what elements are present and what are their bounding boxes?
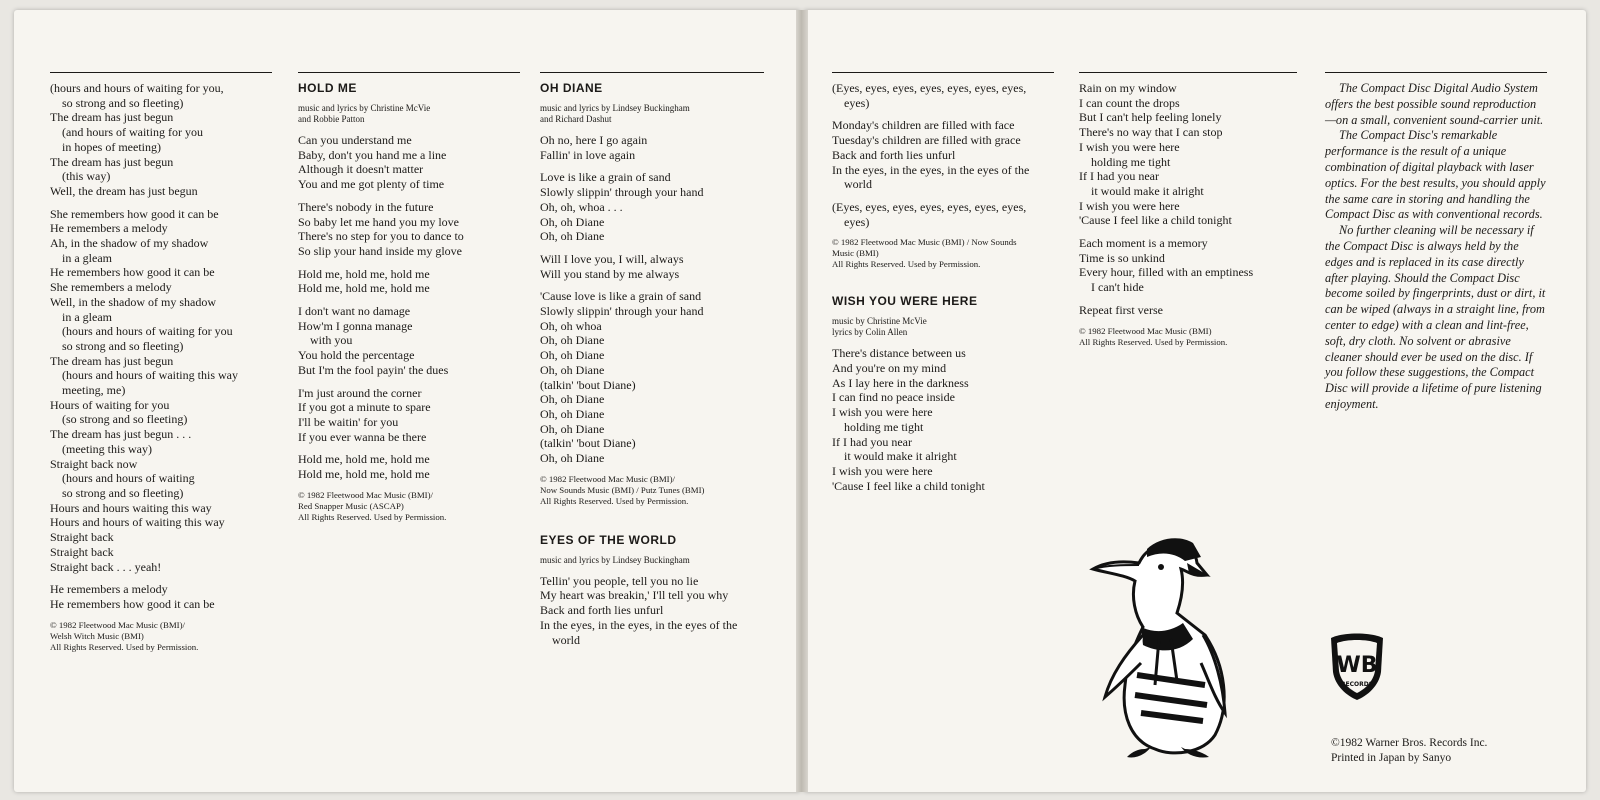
lyric-line: world — [552, 632, 580, 647]
text-line: All Rights Reserved. Used by Permission. — [1079, 336, 1228, 347]
lyric-line: Hold me, hold me, hold me — [298, 452, 430, 467]
stanza — [50, 582, 272, 611]
song-title: HOLD ME — [298, 81, 357, 95]
stanza — [832, 346, 1054, 493]
lyric-line: I can find no peace inside — [832, 390, 955, 405]
left-col-3 — [540, 72, 764, 673]
wb-logo-letters: WB — [1336, 653, 1378, 678]
column-rule — [540, 72, 764, 73]
care-paragraph: The Compact Disc's remarkable performance is the result of a unique combination of digital playback with laser optics. For the best results, you should apply the same care in storing and handling the Compact Disc as with conventional records. — [1325, 128, 1546, 222]
lyric-line: Hours and hours waiting this way — [50, 500, 212, 515]
lyric-line: Fallin' in love again — [540, 147, 636, 162]
text-line: Welsh Witch Music (BMI) — [50, 630, 144, 641]
song-section — [540, 81, 764, 507]
lyric-line: I wish you were here — [832, 463, 933, 478]
credit-line: music and lyrics by Lindsey Buckingham — [540, 103, 690, 113]
copyright-line: All Rights Reserved. Used by Permission. — [298, 511, 447, 522]
text-line: © 1982 Fleetwood Mac Music (BMI) — [1079, 325, 1212, 336]
stanza — [50, 207, 272, 575]
lyric-line: There's no way that I can stop — [1079, 125, 1223, 140]
lyrics-block — [540, 574, 764, 648]
lyric-line: Oh, oh, whoa . . . — [540, 199, 623, 214]
text-line: Music (BMI) — [832, 248, 879, 259]
lyric-line: (hours and hours of waiting for you — [62, 324, 233, 339]
lyric-line: You and me got plenty of time — [298, 177, 445, 192]
lyric-line: Hours and hours of waiting this way — [50, 515, 225, 530]
lyric-line: Oh, oh Diane — [540, 421, 605, 436]
lyric-line: Straight back . . . yeah! — [50, 559, 162, 574]
lyric-line: You hold the percentage — [298, 348, 415, 363]
lyric-line: My heart was breakin,' I'll tell you why — [540, 588, 729, 603]
lyric-line: Oh, oh Diane — [540, 333, 605, 348]
lyric-line: I can't hide — [1091, 280, 1144, 295]
text-line: © 1982 Fleetwood Mac Music (BMI) / Now Sounds — [832, 237, 1017, 248]
lyric-line: Hold me, hold me, hold me — [298, 266, 430, 281]
stanza — [298, 267, 520, 296]
stanza — [540, 133, 764, 162]
lyric-line: Every hour, filled with an emptiness — [1079, 265, 1254, 280]
credit-line: music and lyrics by Lindsey Buckingham — [540, 554, 690, 565]
lyric-line: Rain on my window — [1079, 81, 1177, 95]
lyric-line: (talkin' 'bout Diane) — [540, 377, 636, 392]
left-col-2 — [298, 72, 520, 549]
lyric-line: (hours and hours of waiting for you, — [50, 81, 224, 95]
lyric-line: (meeting this way) — [62, 441, 152, 456]
lyric-line: In the eyes, in the eyes, in the eyes of the — [540, 617, 738, 632]
lyric-line: If I had you near — [832, 434, 912, 449]
stanza — [540, 289, 764, 465]
lyric-line: Tuesday's children are filled with grace — [832, 133, 1021, 148]
right-col-2 — [1079, 72, 1297, 358]
credit-line: and Robbie Patton — [298, 114, 365, 124]
stanza — [832, 118, 1054, 192]
lyric-line: She remembers a melody — [50, 280, 172, 295]
lyric-line: Hold me, hold me, hold me — [298, 281, 430, 296]
lyric-line: Oh, oh Diane — [540, 392, 605, 407]
lyric-line: meeting, me) — [62, 383, 126, 398]
text-line: ©1982 Warner Bros. Records Inc. — [1331, 737, 1488, 749]
lyric-line: in a gleam — [62, 309, 112, 324]
song-section — [298, 81, 520, 523]
lyric-line: I wish you were here — [1079, 139, 1180, 154]
lyric-line: Will you stand by me always — [540, 266, 680, 281]
lyric-line: The dream has just begun — [50, 154, 174, 169]
lyric-line: Slowly slippin' through your hand — [540, 185, 704, 200]
lyric-line: I'll be waitin' for you — [298, 414, 399, 429]
warner-bros-records-logo — [1325, 630, 1389, 702]
lyric-line: 'Cause love is like a grain of sand — [540, 289, 702, 304]
lyrics-block — [50, 81, 272, 612]
stanza — [298, 304, 520, 378]
song-section — [540, 533, 764, 648]
lyric-line: Slowly slippin' through your hand — [540, 304, 704, 319]
lyric-line: it would make it alright — [1091, 183, 1204, 198]
stanza — [50, 81, 272, 199]
copyright-line: © 1982 Fleetwood Mac Music (BMI)/ — [298, 489, 433, 500]
songwriter-credit — [298, 103, 520, 125]
lyric-line: Back and forth lies unfurl — [540, 603, 664, 618]
stanza — [832, 200, 1054, 229]
credit-line: and Richard Dashut — [540, 114, 612, 124]
lyric-line: (talkin' 'bout Diane) — [540, 436, 636, 451]
lyric-line: If you ever wanna be there — [298, 429, 427, 444]
songs-block — [298, 81, 520, 523]
lyric-line: I'm just around the corner — [298, 385, 422, 400]
lyric-line: Oh, oh Diane — [540, 229, 605, 244]
lyric-line: Will I love you, I will, always — [540, 251, 684, 266]
text-line: Printed in Japan by Sanyo — [1331, 752, 1452, 764]
wb-logo-ring-text: RECORDS — [1340, 681, 1374, 688]
copyright-line: © 1982 Fleetwood Mac Music (BMI)/ — [540, 473, 675, 484]
lyric-line: There's distance between us — [832, 346, 966, 361]
stanza — [540, 170, 764, 244]
stanza — [298, 452, 520, 481]
lyric-line: 'Cause I feel like a child tonight — [1079, 213, 1232, 228]
lyric-line: Hold me, hold me, hold me — [298, 467, 430, 482]
lyric-line: so strong and so fleeting) — [62, 338, 184, 353]
lyric-line: Tellin' you people, tell you no lie — [540, 573, 699, 588]
lyric-line: (hours and hours of waiting — [62, 471, 195, 486]
lyric-line: Oh, oh Diane — [540, 406, 605, 421]
stanza — [1079, 303, 1297, 318]
stanza — [540, 252, 764, 281]
copyright-note — [832, 237, 1054, 270]
song-title: WISH YOU WERE HERE — [832, 294, 978, 309]
lyric-line: He remembers a melody — [50, 582, 168, 597]
lyric-line: I can count the drops — [1079, 95, 1180, 110]
lyric-line: Can you understand me — [298, 133, 412, 147]
lyric-line: world — [844, 177, 872, 192]
lyric-line: So slip your hand inside my glove — [298, 243, 462, 258]
lyric-line: If you got a minute to spare — [298, 400, 431, 415]
right-col-3 — [1325, 72, 1547, 413]
copyright-note — [1079, 326, 1297, 348]
left-col-1 — [50, 72, 272, 663]
lyric-line: Straight back — [50, 544, 114, 559]
lyric-line: Each moment is a memory — [1079, 236, 1208, 251]
lyric-line: eyes) — [844, 214, 870, 229]
lyric-line: Oh no, here I go again — [540, 133, 648, 147]
lyrics-block — [832, 346, 1054, 493]
lyric-line: The dream has just begun — [50, 110, 174, 125]
lyric-line: Love is like a grain of sand — [540, 170, 671, 185]
text-line: All Rights Reserved. Used by Permission. — [832, 259, 981, 270]
lyric-line: holding me tight — [844, 419, 924, 434]
songwriter-credit — [540, 555, 764, 566]
care-paragraph: The Compact Disc Digital Audio System offers the best possible sound reproduction—on a small, convenient sound-carrier unit. — [1325, 81, 1544, 127]
song-title: EYES OF THE WORLD — [540, 532, 677, 547]
lyric-line: Oh, oh Diane — [540, 451, 605, 466]
stanza — [298, 200, 520, 259]
text-line: All Rights Reserved. Used by Permission. — [50, 641, 199, 652]
lyric-line: (Eyes, eyes, eyes, eyes, eyes, eyes, eyes, — [832, 199, 1027, 214]
lyrics-block — [540, 133, 764, 466]
lyric-line: (Eyes, eyes, eyes, eyes, eyes, eyes, eyes, — [832, 81, 1027, 95]
lyric-line: Oh, oh whoa — [540, 318, 602, 333]
stanza — [1079, 236, 1297, 295]
song-title: OH DIANE — [540, 81, 603, 95]
booklet-spine — [796, 10, 808, 792]
lyric-line: (hours and hours of waiting this way — [62, 368, 238, 383]
stanza — [832, 81, 1054, 110]
compact-disc-care-text — [1325, 81, 1547, 413]
column-rule — [298, 72, 520, 73]
copyright-note — [298, 490, 520, 523]
lyric-line: The dream has just begun . . . — [50, 427, 192, 442]
lyric-line: (so strong and so fleeting) — [62, 412, 188, 427]
publisher-footer — [1331, 736, 1487, 766]
stanza — [540, 574, 764, 648]
lyric-line: Although it doesn't matter — [298, 162, 424, 177]
lyric-line: Oh, oh Diane — [540, 214, 605, 229]
column-rule — [1325, 72, 1547, 73]
lyric-line: He remembers how good it can be — [50, 265, 215, 280]
copyright-note — [50, 620, 272, 653]
songwriter-credit — [832, 316, 1054, 338]
lyric-line: with you — [310, 333, 353, 348]
copyright-line: All Rights Reserved. Used by Permission. — [540, 495, 689, 506]
lyric-line: Well, in the shadow of my shadow — [50, 294, 217, 309]
lyric-line: Straight back — [50, 530, 114, 545]
copyright-note — [540, 474, 764, 507]
lyric-line: it would make it alright — [844, 449, 957, 464]
care-paragraph: No further cleaning will be necessary if the Compact Disc is always held by the edges and is replaced in its case directly after playing. Should the Compact Disc become soiled by fingerprints, dust or dirt, it can be wiped (always in a straight line, from center to edge) with a clean and lint-free, soft, dry cloth. No solvent or abrasive cleaner should ever be used on the disc. If you follow these suggestions, the Compact Disc will provide a lifetime of pure listening enjoyment. — [1325, 223, 1546, 411]
lyric-line: How'm I gonna manage — [298, 318, 413, 333]
lyric-line: Baby, don't you hand me a line — [298, 147, 447, 162]
lyric-line: Monday's children are filled with face — [832, 118, 1015, 133]
lyric-line: The dream has just begun — [50, 353, 174, 368]
lyric-line: But I'm the fool payin' the dues — [298, 362, 449, 377]
lyric-line: so strong and so fleeting) — [62, 485, 184, 500]
right-col-1 — [832, 72, 1054, 519]
songwriter-credit — [540, 103, 764, 125]
lyric-line: I wish you were here — [832, 405, 933, 420]
penguin-illustration — [1085, 535, 1245, 765]
lyric-line: holding me tight — [1091, 154, 1171, 169]
lyric-line: Time is so unkind — [1079, 250, 1165, 265]
text-line: © 1982 Fleetwood Mac Music (BMI)/ — [50, 619, 185, 630]
lyric-line: Well, the dream has just begun — [50, 183, 198, 198]
credit-line: music and lyrics by Christine McVie — [298, 103, 431, 113]
lyric-line: She remembers how good it can be — [50, 206, 219, 221]
copyright-line: Red Snapper Music (ASCAP) — [298, 500, 404, 511]
lyric-line: I wish you were here — [1079, 198, 1180, 213]
lyric-line: eyes) — [844, 95, 870, 110]
lyric-line: So baby let me hand you my love — [298, 214, 459, 229]
lyric-line: (this way) — [62, 169, 111, 184]
songs-block — [540, 81, 764, 647]
lyric-line: Repeat first verse — [1079, 302, 1163, 317]
lyric-line: There's nobody in the future — [298, 199, 434, 214]
copyright-line: Now Sounds Music (BMI) / Putz Tunes (BMI) — [540, 484, 705, 495]
lyrics-block — [832, 81, 1054, 229]
column-rule — [50, 72, 272, 73]
lyric-line: And you're on my mind — [832, 361, 947, 376]
lyric-line: If I had you near — [1079, 169, 1159, 184]
lyric-line: I don't want no damage — [298, 304, 411, 319]
lyric-line: Ah, in the shadow of my shadow — [50, 236, 209, 251]
lyric-line: He remembers a melody — [50, 221, 168, 236]
lyric-line: 'Cause I feel like a child tonight — [832, 478, 985, 493]
lyric-line: Straight back now — [50, 456, 138, 471]
column-rule — [1079, 72, 1297, 73]
lyric-line: He remembers how good it can be — [50, 596, 215, 611]
lyric-line: (and hours of waiting for you — [62, 125, 203, 140]
lyric-line: in hopes of meeting) — [62, 139, 161, 154]
lyric-line: There's no step for you to dance to — [298, 229, 464, 244]
lyric-line: In the eyes, in the eyes, in the eyes of the — [832, 162, 1030, 177]
lyric-line: Hours of waiting for you — [50, 397, 170, 412]
credit-line: lyrics by Colin Allen — [832, 327, 908, 338]
lyric-line: Oh, oh Diane — [540, 362, 605, 377]
lyric-line: so strong and so fleeting) — [62, 95, 184, 110]
lyrics-block — [1079, 81, 1297, 318]
lyric-line: Oh, oh Diane — [540, 348, 605, 363]
song-section — [832, 294, 1054, 493]
lyric-line: As I lay here in the darkness — [832, 375, 969, 390]
lyric-line: Back and forth lies unfurl — [832, 147, 956, 162]
lyric-line: But I can't help feeling lonely — [1079, 110, 1222, 125]
credit-line: music by Christine McVie — [832, 316, 927, 327]
lyrics-block — [298, 133, 520, 482]
songs-block — [832, 294, 1054, 493]
stanza — [1079, 81, 1297, 228]
stanza — [298, 133, 520, 192]
column-rule — [832, 72, 1054, 73]
lyric-line: in a gleam — [62, 250, 112, 265]
stanza — [298, 386, 520, 445]
